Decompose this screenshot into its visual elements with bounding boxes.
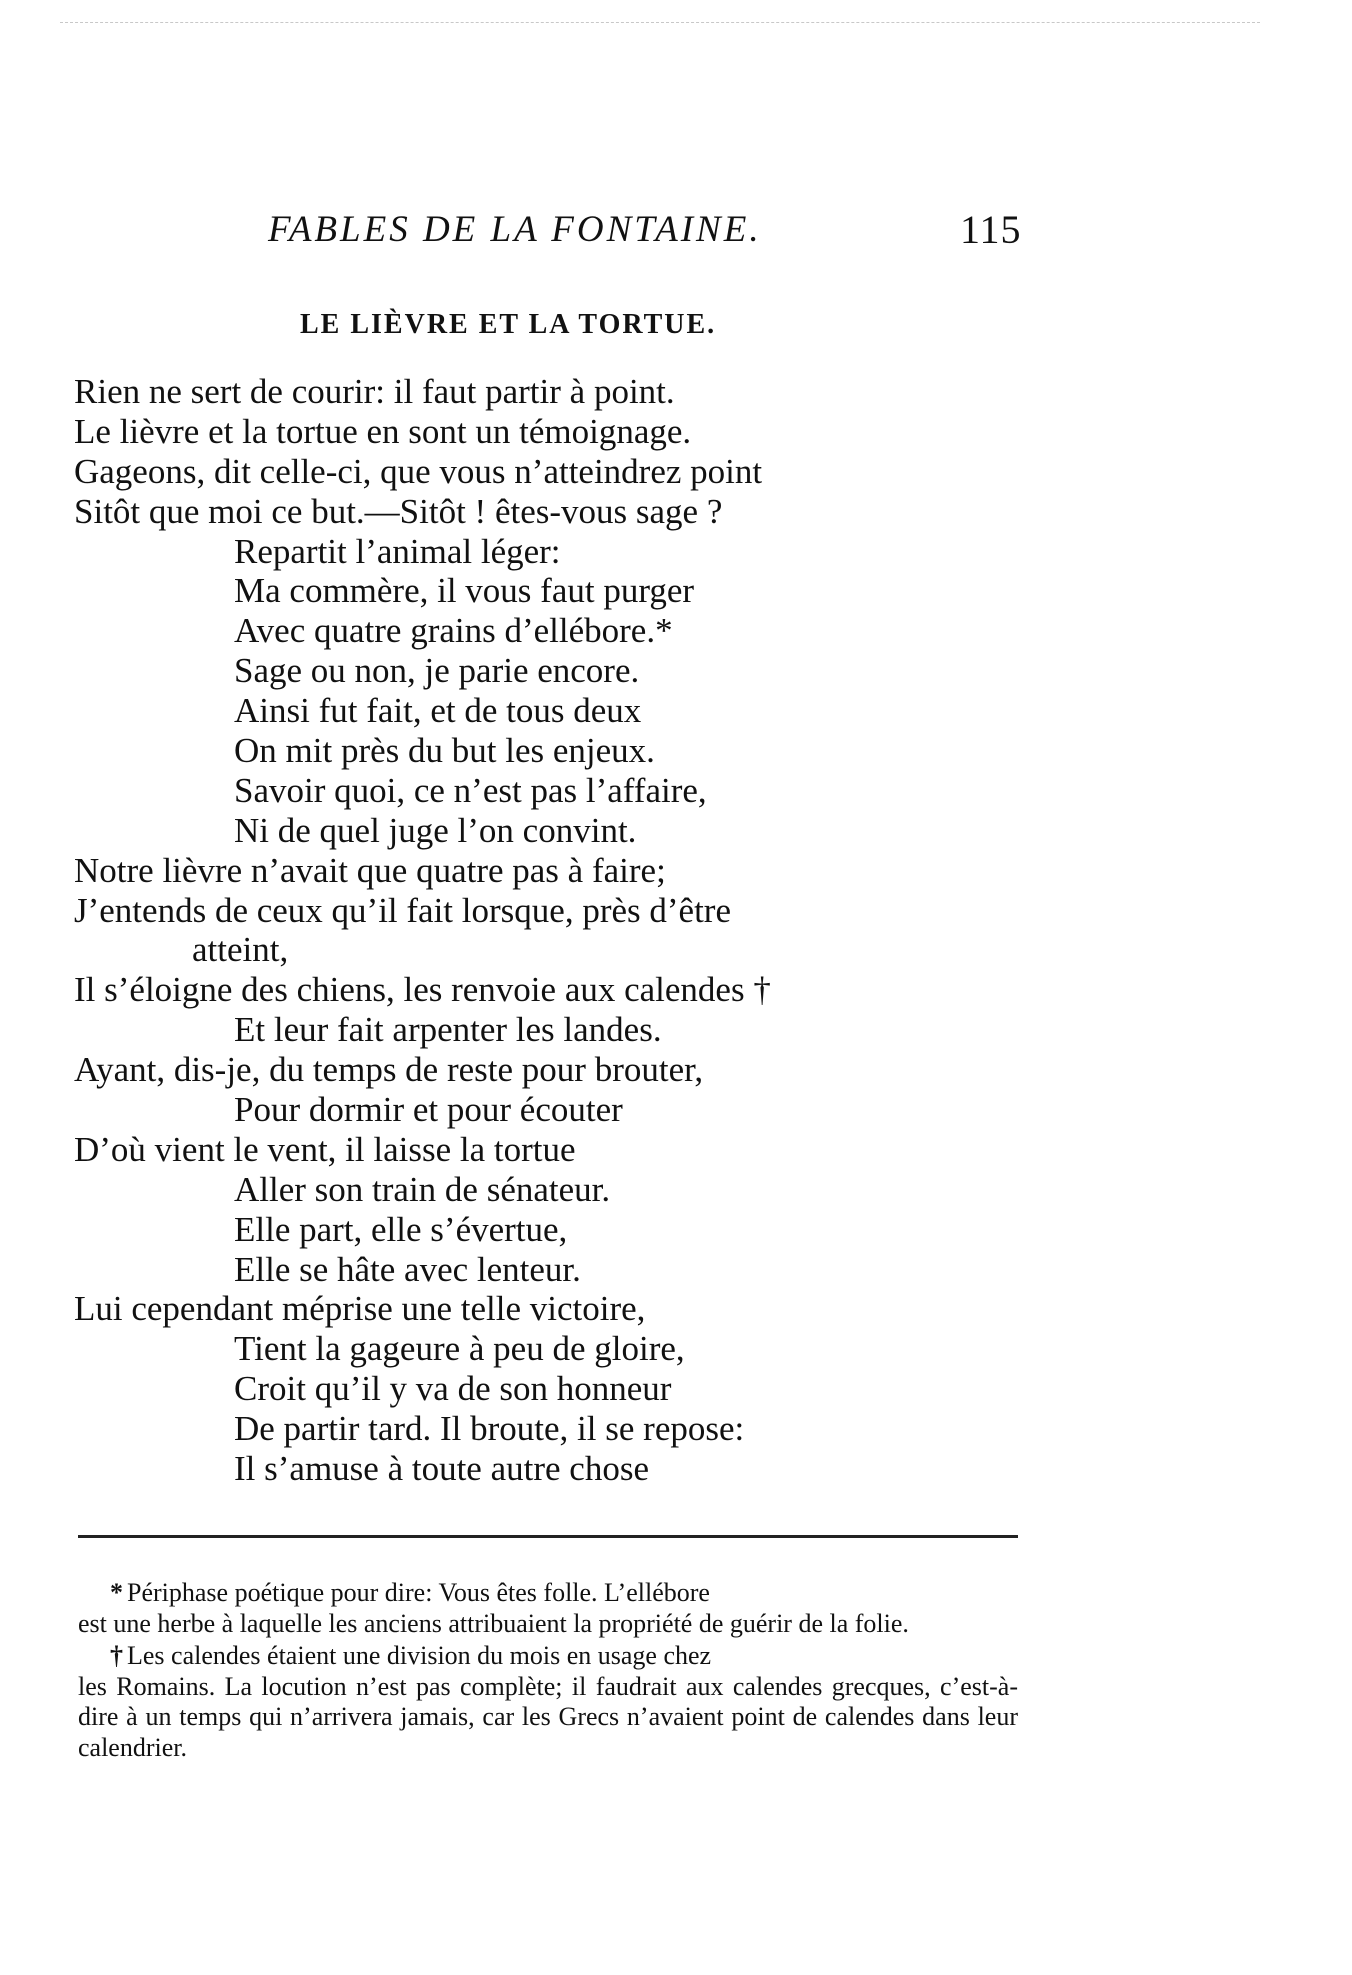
top-rule <box>60 22 1260 23</box>
verse-line: Ni de quel juge l’on convint. <box>234 810 637 850</box>
footnote-ellebore <box>78 1578 1018 1639</box>
verse-line: Rien ne sert de courir: il faut partir à point. <box>74 372 675 411</box>
footnote-first-line <box>78 1578 1018 1609</box>
verse-line: Ainsi fut fait, et de tous deux <box>234 691 642 731</box>
verse-line: Ma commère, il vous faut purger <box>234 571 695 611</box>
footnote-text: est une herbe à laquelle les anciens attribuaient la propriété de guérir de la folie. <box>78 1608 909 1638</box>
verse-line: Elle se hâte avec lenteur. <box>234 1249 581 1289</box>
verse-line: Elle part, elle s’évertue, <box>234 1209 568 1249</box>
poem-title: LE LIÈVRE ET LA TORTUE. <box>300 309 717 340</box>
footnote-lead-text: Les calendes étaient une division du mois en usage chez <box>127 1641 712 1670</box>
verse-line: Ayant, dis-je, du temps de reste pour brouter, <box>74 1050 704 1090</box>
verse-line: J’entends de ceux qu’il fait lorsque, près d’être <box>74 890 731 930</box>
verse-line: Tient la gageure à peu de gloire, <box>234 1329 685 1369</box>
footnote-rule <box>78 1535 1018 1538</box>
verse-line: Notre lièvre n’avait que quatre pas à faire; <box>74 850 666 890</box>
verse-line: Le lièvre et la tortue en sont un témoignage. <box>74 411 692 451</box>
footnote-text: les Romains. La locution n’est pas complète; il faudrait aux calendes grecques, c’est-à-dire à un temps qui n’arrivera jamais, car les Grecs n’avaient point de calendes dans leur calendrier. <box>78 1671 1018 1762</box>
verse-line: Il s’éloigne des chiens, les renvoie aux calendes † <box>74 970 771 1010</box>
footnote-calendes <box>78 1641 1018 1763</box>
verse-line: Savoir quoi, ce n’est pas l’affaire, <box>234 770 707 810</box>
verse-line: Croit qu’il y va de son honneur <box>234 1369 672 1409</box>
footnote-marker: † <box>110 1641 123 1670</box>
verse-line: De partir tard. Il broute, il se repose: <box>234 1409 745 1449</box>
verse-line: On mit près du but les enjeux. <box>234 731 655 771</box>
verse-line: Aller son train de sénateur. <box>234 1169 611 1209</box>
verse-line: Avec quatre grains d’ellébore.* <box>234 611 673 651</box>
verse-line: atteint, <box>192 930 289 970</box>
footnotes <box>78 1578 1018 1763</box>
verse-line: Et leur fait arpenter les landes. <box>234 1010 662 1050</box>
verse-line: Lui cependant méprise une telle victoire, <box>74 1289 646 1329</box>
verse-line: Sitôt que moi ce but.—Sitôt ! êtes-vous sage ? <box>74 491 723 531</box>
verse-line: Gageons, dit celle-ci, que vous n’atteindrez point <box>74 451 763 491</box>
page-number: 115 <box>960 207 1022 252</box>
verse-line: Pour dormir et pour écouter <box>234 1090 623 1130</box>
running-title: FABLES DE LA FONTAINE. <box>268 209 762 250</box>
verse-line: Il s’amuse à toute autre chose <box>234 1449 649 1489</box>
poem-body <box>74 372 1034 1489</box>
verse-line: Sage ou non, je parie encore. <box>234 651 640 691</box>
footnote-marker: * <box>110 1578 123 1607</box>
verse-line: Repartit l’animal léger: <box>234 531 561 571</box>
footnote-lead-text: Périphase poétique pour dire: Vous êtes folle. L’ellébore <box>127 1578 710 1607</box>
verse-line: D’où vient le vent, il laisse la tortue <box>74 1129 576 1169</box>
footnote-first-line <box>78 1641 1018 1672</box>
